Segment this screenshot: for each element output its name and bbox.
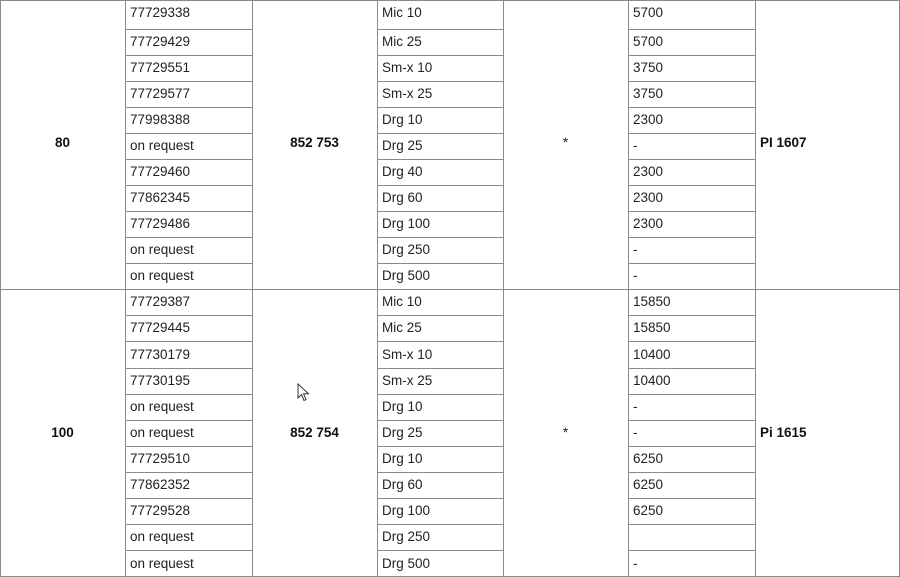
article-number-cell (125, 315, 252, 341)
article-number-cell (125, 446, 252, 472)
quantity-cell (628, 420, 755, 446)
article-number-cell-text: 77730195 (130, 373, 191, 388)
article-number-cell (125, 394, 252, 420)
article-number-cell (125, 368, 252, 394)
article-number-cell-text: 77729445 (130, 320, 191, 335)
type-cell (377, 237, 503, 263)
type-cell-text: Mic 25 (382, 320, 422, 335)
quantity-cell-text: 15850 (633, 320, 671, 335)
pi-cell-text: PI 1607 (760, 135, 807, 150)
type-cell (377, 315, 503, 341)
type-cell (377, 0, 503, 29)
type-cell-text: Sm-x 25 (382, 373, 433, 388)
article-number-cell (125, 524, 252, 550)
type-cell-text: Drg 500 (382, 556, 431, 571)
article-number-cell-text: 77729551 (130, 60, 191, 75)
type-cell (377, 107, 503, 133)
quantity-cell-text: 2300 (633, 216, 664, 231)
type-cell (377, 289, 503, 315)
type-cell (377, 185, 503, 211)
type-cell-text: Drg 10 (382, 399, 423, 414)
article-number-cell-text: 77729510 (130, 451, 191, 466)
size-cell (0, 289, 125, 577)
quantity-cell (628, 446, 755, 472)
article-number-cell (125, 133, 252, 159)
type-cell (377, 420, 503, 446)
article-number-cell-text: 77729387 (130, 294, 191, 309)
quantity-cell-text: 6250 (633, 503, 664, 518)
quantity-cell (628, 55, 755, 81)
article-number-cell (125, 0, 252, 29)
type-cell-text: Drg 10 (382, 112, 423, 127)
type-cell-text: Drg 25 (382, 138, 423, 153)
type-cell-text: Mic 10 (382, 294, 422, 309)
quantity-cell (628, 263, 755, 289)
article-number-cell-text: 77730179 (130, 347, 191, 362)
mark-cell (503, 0, 628, 289)
article-number-cell-text: on request (130, 399, 194, 414)
type-cell-text: Mic 25 (382, 34, 422, 49)
article-number-cell-text: 77729460 (130, 164, 191, 179)
quantity-cell (628, 550, 755, 577)
quantity-cell-text: 6250 (633, 477, 664, 492)
mark-cell (503, 289, 628, 577)
type-cell-text: Sm-x 10 (382, 60, 433, 75)
type-cell-text: Drg 100 (382, 503, 431, 518)
type-cell (377, 550, 503, 577)
mark-cell-text: * (562, 135, 569, 150)
type-cell-text: Mic 10 (382, 5, 422, 20)
quantity-cell (628, 29, 755, 55)
article-number-cell (125, 289, 252, 315)
type-cell-text: Drg 25 (382, 425, 423, 440)
quantity-cell-text: - (633, 242, 638, 257)
article-number-cell-text: 77729577 (130, 86, 191, 101)
type-cell-text: Drg 250 (382, 242, 431, 257)
quantity-cell-text: 2300 (633, 112, 664, 127)
quantity-cell (628, 211, 755, 237)
type-cell (377, 341, 503, 368)
type-cell (377, 263, 503, 289)
type-cell-text: Drg 250 (382, 529, 431, 544)
type-cell (377, 446, 503, 472)
article-number-cell-text: 77729528 (130, 503, 191, 518)
quantity-cell-text: - (633, 425, 638, 440)
article-number-cell (125, 341, 252, 368)
quantity-cell (628, 159, 755, 185)
quantity-cell (628, 315, 755, 341)
type-cell (377, 55, 503, 81)
article-number-cell-text: on request (130, 268, 194, 283)
pi-cell (755, 0, 900, 289)
type-cell (377, 133, 503, 159)
quantity-cell (628, 289, 755, 315)
quantity-cell (628, 81, 755, 107)
quantity-cell-text: 5700 (633, 34, 664, 49)
code-cell-text: 852 753 (290, 135, 339, 150)
mark-cell-text: * (562, 425, 569, 440)
pi-cell (755, 289, 900, 577)
type-cell-text: Sm-x 10 (382, 347, 433, 362)
article-number-cell (125, 55, 252, 81)
quantity-cell (628, 524, 755, 550)
article-number-cell-text: 77729429 (130, 34, 191, 49)
quantity-cell (628, 0, 755, 29)
article-number-cell-text: 77998388 (130, 112, 191, 127)
mouse-pointer-icon (297, 383, 311, 403)
article-number-cell (125, 550, 252, 577)
size-cell-text: 100 (51, 425, 74, 440)
article-number-cell-text: on request (130, 556, 194, 571)
type-cell (377, 368, 503, 394)
quantity-cell-text: - (633, 399, 638, 414)
type-cell (377, 394, 503, 420)
type-cell-text: Drg 60 (382, 477, 423, 492)
article-number-cell (125, 263, 252, 289)
type-cell-text: Drg 60 (382, 190, 423, 205)
quantity-cell (628, 133, 755, 159)
quantity-cell-text: 5700 (633, 5, 664, 20)
article-number-cell-text: on request (130, 529, 194, 544)
type-cell-text: Drg 500 (382, 268, 431, 283)
article-number-cell (125, 159, 252, 185)
article-number-cell (125, 185, 252, 211)
quantity-cell-text: 15850 (633, 294, 671, 309)
type-cell (377, 211, 503, 237)
quantity-cell-text: 10400 (633, 373, 671, 388)
quantity-cell (628, 498, 755, 524)
article-number-cell (125, 107, 252, 133)
quantity-cell-text: - (633, 138, 638, 153)
type-cell-text: Drg 40 (382, 164, 423, 179)
quantity-cell (628, 341, 755, 368)
type-cell-text: Sm-x 25 (382, 86, 433, 101)
type-cell-text: Drg 10 (382, 451, 423, 466)
article-number-cell (125, 29, 252, 55)
quantity-cell-text: 2300 (633, 190, 664, 205)
quantity-cell-text: 10400 (633, 347, 671, 362)
type-cell-text: Drg 100 (382, 216, 431, 231)
quantity-cell-text: 6250 (633, 451, 664, 466)
quantity-cell (628, 394, 755, 420)
quantity-cell-text: 3750 (633, 60, 664, 75)
pi-cell-text: Pi 1615 (760, 425, 807, 440)
article-number-cell (125, 498, 252, 524)
quantity-cell-text: 3750 (633, 86, 664, 101)
type-cell (377, 524, 503, 550)
type-cell (377, 159, 503, 185)
article-number-cell-text: 77862345 (130, 190, 191, 205)
quantity-cell (628, 472, 755, 498)
quantity-cell (628, 237, 755, 263)
article-number-cell (125, 472, 252, 498)
article-number-cell-text: 77729486 (130, 216, 191, 231)
quantity-cell-text: 2300 (633, 164, 664, 179)
type-cell (377, 498, 503, 524)
article-number-cell-text: on request (130, 242, 194, 257)
article-number-cell-text: 77729338 (130, 5, 191, 20)
article-number-cell (125, 211, 252, 237)
article-number-cell-text: on request (130, 138, 194, 153)
code-cell (252, 0, 377, 289)
quantity-cell-text: - (633, 268, 638, 283)
code-cell (252, 289, 377, 577)
article-number-cell (125, 420, 252, 446)
type-cell (377, 29, 503, 55)
size-cell-text: 80 (54, 135, 71, 150)
article-number-cell-text: on request (130, 425, 194, 440)
code-cell-text: 852 754 (290, 425, 339, 440)
type-cell (377, 472, 503, 498)
quantity-cell-text: - (633, 556, 638, 571)
article-number-cell-text: 77862352 (130, 477, 191, 492)
size-cell (0, 0, 125, 289)
article-number-cell (125, 237, 252, 263)
type-cell (377, 81, 503, 107)
quantity-cell (628, 107, 755, 133)
quantity-cell (628, 185, 755, 211)
quantity-cell (628, 368, 755, 394)
article-number-cell (125, 81, 252, 107)
